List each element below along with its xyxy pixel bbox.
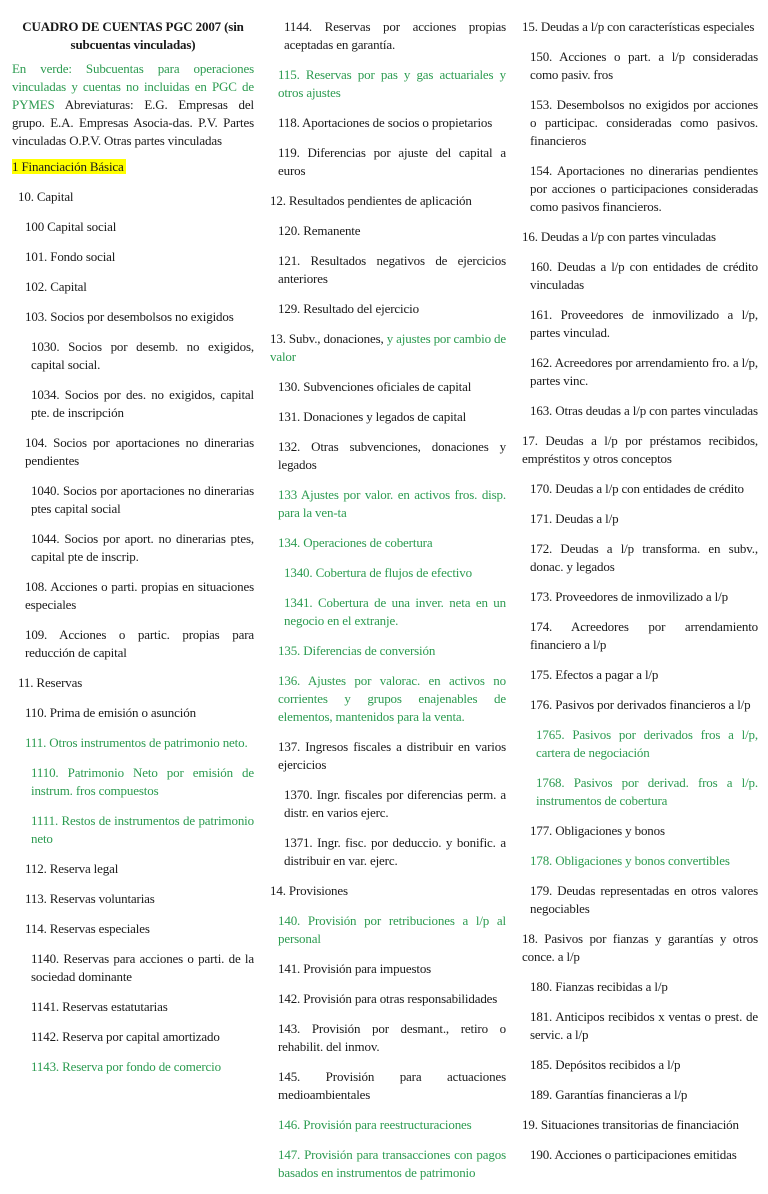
column-3	[522, 18, 758, 1176]
account-line-120-remanente: 120. Remanente	[278, 223, 361, 238]
account-line-1034-socios-por-des-no-exigidos-capital-: 1034. Socios por des. no exigidos, capital pte. de inscripción	[31, 387, 254, 420]
text-segment: y ajustes por cambio de valor	[270, 331, 507, 364]
account-line-134-operaciones-de-cobertura: 134. Operaciones de cobertura	[278, 535, 433, 550]
account-line-en-verde-subcuentas-para-operaciones-vin	[12, 60, 254, 150]
account-line-153-desembolsos-no-exigidos-por-acciones: 153. Desembolsos no exigidos por acciones o participac. consideradas como pasivos. financieros	[530, 97, 758, 148]
account-line-114-reservas-especiales: 114. Reservas especiales	[25, 921, 150, 936]
account-line-143-provision-por-desmant-retiro-o-rehab: 143. Provisión por desmant., retiro o rehabilit. del inmov.	[278, 1021, 506, 1054]
highlighted-heading: 1 Financiación Básica	[12, 159, 124, 174]
account-line-136-ajustes-por-valorac-en-activos-no-co: 136. Ajustes por valorac. en activos no corrientes y grupos enajenables de elementos, mantenidos para la venta.	[278, 673, 506, 724]
account-line-1142-reserva-por-capital-amortizado: 1142. Reserva por capital amortizado	[31, 1029, 220, 1044]
account-line-115-reservas-por-pas-y-gas-actuariales-y: 115. Reservas por pas y gas actuariales y otros ajustes	[278, 67, 506, 100]
account-line-1110-patrimonio-neto-por-emision-de-inst: 1110. Patrimonio Neto por emisión de instrum. fros compuestos	[31, 765, 254, 798]
account-line-163-otras-deudas-a-l-p-con-partes-vincul: 163. Otras deudas a l/p con partes vinculadas	[530, 403, 758, 418]
account-line-189-garantias-financieras-a-l-p: 189. Garantías financieras a l/p	[530, 1087, 688, 1102]
account-line-17-deudas-a-l-p-por-prestamos-recibidos-: 17. Deudas a l/p por préstamos recibidos, empréstitos y otros conceptos	[522, 433, 758, 466]
account-line-112-reserva-legal: 112. Reserva legal	[25, 861, 119, 876]
account-line-19-situaciones-transitorias-de-financiac: 19. Situaciones transitorias de financiación	[522, 1117, 739, 1132]
account-line-130-subvenciones-oficiales-de-capital: 130. Subvenciones oficiales de capital	[278, 379, 472, 394]
account-line-162-acreedores-por-arrendamiento-fro-a-l: 162. Acreedores por arrendamiento fro. a l/p, partes vinc.	[530, 355, 758, 388]
section-heading	[12, 158, 254, 176]
account-line-1044-socios-por-aport-no-dinerarias-ptes: 1044. Socios por aport. no dinerarias ptes, capital pte de inscrip.	[31, 531, 254, 564]
account-line-103-socios-por-desembolsos-no-exigidos: 103. Socios por desembolsos no exigidos	[25, 309, 234, 324]
account-line-119-diferencias-por-ajuste-del-capital-a: 119. Diferencias por ajuste del capital a euros	[278, 145, 506, 178]
account-line-161-proveedores-de-inmovilizado-a-l-p-pa: 161. Proveedores de inmovilizado a l/p, partes vinculad.	[530, 307, 758, 340]
text-segment: En verde: Subcuentas para operaciones vinculadas y cuentas no incluidas en PGC de PYMES	[12, 61, 254, 112]
account-line-172-deudas-a-l-p-transforma-en-subv-dona: 172. Deudas a l/p transforma. en subv., donac. y legados	[530, 541, 758, 574]
account-line-109-acciones-o-partic-propias-para-reduc: 109. Acciones o partic. propias para reducción de capital	[25, 627, 254, 660]
account-line-179-deudas-representadas-en-otros-valore: 179. Deudas representadas en otros valores negociables	[530, 883, 758, 916]
account-line-100-capital-social: 100 Capital social	[25, 219, 117, 234]
account-line-131-donaciones-y-legados-de-capital: 131. Donaciones y legados de capital	[278, 409, 467, 424]
account-line-13-subv-donaciones	[270, 330, 506, 366]
account-line-171-deudas-a-l-p: 171. Deudas a l/p	[530, 511, 619, 526]
account-line-102-capital: 102. Capital	[25, 279, 87, 294]
account-line-110-prima-de-emision-o-asuncion: 110. Prima de emisión o asunción	[25, 705, 196, 720]
account-line-11-reservas: 11. Reservas	[18, 675, 83, 690]
account-line-146-provision-para-reestructuraciones: 146. Provisión para reestructuraciones	[278, 1117, 472, 1132]
account-line-1144-reservas-por-acciones-propias-acept: 1144. Reservas por acciones propias aceptadas en garantía.	[284, 19, 506, 52]
account-line-1140-reservas-para-acciones-o-parti-de-l: 1140. Reservas para acciones o parti. de la sociedad dominante	[31, 951, 254, 984]
account-line-1141-reservas-estatutarias: 1141. Reservas estatutarias	[31, 999, 168, 1014]
column-2	[270, 18, 506, 1194]
account-line-145-provision-para-actuaciones-medioambi: 145. Provisión para actuaciones medioambientales	[278, 1069, 506, 1102]
account-line-1340-cobertura-de-flujos-de-efectivo: 1340. Cobertura de flujos de efectivo	[284, 565, 472, 580]
account-line-1143-reserva-por-fondo-de-comercio: 1143. Reserva por fondo de comercio	[31, 1059, 221, 1074]
account-line-1765-pasivos-por-derivados-fros-a-l-p-ca: 1765. Pasivos por derivados fros a l/p, cartera de negociación	[536, 727, 758, 760]
account-line-18-pasivos-por-fianzas-y-garantias-y-otr: 18. Pasivos por fianzas y garantías y otros conce. a l/p	[522, 931, 758, 964]
account-line-173-proveedores-de-inmovilizado-a-l-p: 173. Proveedores de inmovilizado a l/p	[530, 589, 728, 604]
account-line-142-provision-para-otras-responsabilidad: 142. Provisión para otras responsabilidades	[278, 991, 498, 1006]
account-line-108-acciones-o-parti-propias-en-situacio: 108. Acciones o parti. propias en situaciones especiales	[25, 579, 254, 612]
account-line-129-resultado-del-ejercicio: 129. Resultado del ejercicio	[278, 301, 419, 316]
account-line-121-resultados-negativos-de-ejercicios-a: 121. Resultados negativos de ejercicios anteriores	[278, 253, 506, 286]
account-line-147-provision-para-transacciones-con-pag: 147. Provisión para transacciones con pagos basados en instrumentos de patrimonio	[278, 1147, 506, 1180]
account-line-176-pasivos-por-derivados-financieros-a-: 176. Pasivos por derivados financieros a l/p	[530, 697, 751, 712]
account-line-174-acreedores-por-arrendamiento-financi: 174. Acreedores por arrendamiento financiero a l/p	[530, 619, 758, 652]
account-line-180-fianzas-recibidas-a-l-p: 180. Fianzas recibidas a l/p	[530, 979, 668, 994]
text-segment: Abreviaturas: E.G. Empresas del grupo. E.A. Empresas Asocia-das. P.V. Partes vinculadas O.P.V. Otras partes vinculadas	[12, 97, 254, 148]
account-line-111-otros-instrumentos-de-patrimonio-net: 111. Otros instrumentos de patrimonio neto.	[25, 735, 248, 750]
account-line-137-ingresos-fiscales-a-distribuir-en-va: 137. Ingresos fiscales a distribuir en varios ejercicios	[278, 739, 506, 772]
document-title: CUADRO DE CUENTAS PGC 2007 (sin subcuentas vinculadas)	[22, 19, 244, 52]
account-line-133-ajustes-por-valor-en-activos-fros-di: 133 Ajustes por valor. en activos fros. disp. para la ven-ta	[278, 487, 506, 520]
account-line-140-provision-por-retribuciones-a-l-p-al: 140. Provisión por retribuciones a l/p al personal	[278, 913, 506, 946]
account-line-1030-socios-por-desemb-no-exigidos-capit: 1030. Socios por desemb. no exigidos, capital social.	[31, 339, 254, 372]
account-line-132-otras-subvenciones-donaciones-y-lega: 132. Otras subvenciones, donaciones y legados	[278, 439, 506, 472]
account-line-15-deudas-a-l-p-con-caracteristicas-espe: 15. Deudas a l/p con características especiales	[522, 19, 755, 34]
account-line-154-aportaciones-no-dinerarias-pendiente: 154. Aportaciones no dinerarias pendientes por acciones o participaciones consideradas como pasivos financieros.	[530, 163, 758, 214]
account-line-118-aportaciones-de-socios-o-propietario: 118. Aportaciones de socios o propietarios	[278, 115, 493, 130]
account-line-16-deudas-a-l-p-con-partes-vinculadas: 16. Deudas a l/p con partes vinculadas	[522, 229, 716, 244]
account-line-177-obligaciones-y-bonos: 177. Obligaciones y bonos	[530, 823, 665, 838]
account-line-150-acciones-o-part-a-l-p-consideradas-c: 150. Acciones o part. a l/p consideradas como pasiv. fros	[530, 49, 758, 82]
account-line-190-acciones-o-participaciones-emitidas: 190. Acciones o participaciones emitidas	[530, 1147, 737, 1162]
account-line-113-reservas-voluntarias: 113. Reservas voluntarias	[25, 891, 155, 906]
account-line-1371-ingr-fisc-por-deduccio-y-bonific-a-: 1371. Ingr. fisc. por deduccio. y bonific. a distribuir en var. ejerc.	[284, 835, 506, 868]
account-line-135-diferencias-de-conversion: 135. Diferencias de conversión	[278, 643, 436, 658]
account-line-141-provision-para-impuestos: 141. Provisión para impuestos	[278, 961, 432, 976]
account-line-12-resultados-pendientes-de-aplicacion: 12. Resultados pendientes de aplicación	[270, 193, 472, 208]
account-line-170-deudas-a-l-p-con-entidades-de-credit: 170. Deudas a l/p con entidades de crédito	[530, 481, 744, 496]
account-line-1111-restos-de-instrumentos-de-patrimoni: 1111. Restos de instrumentos de patrimonio neto	[31, 813, 254, 846]
account-line-104-socios-por-aportaciones-no-dineraria: 104. Socios por aportaciones no dinerarias pendientes	[25, 435, 254, 468]
account-line-1768-pasivos-por-derivad-fros-a-l-p-inst: 1768. Pasivos por derivad. fros a l/p. instrumentos de cobertura	[536, 775, 758, 808]
text-segment: 13. Subv., donaciones,	[270, 331, 387, 346]
account-line-14-provisiones: 14. Provisiones	[270, 883, 348, 898]
account-line-1040-socios-por-aportaciones-no-dinerari: 1040. Socios por aportaciones no dinerarias ptes capital social	[31, 483, 254, 516]
account-line-175-efectos-a-pagar-a-l-p: 175. Efectos a pagar a l/p	[530, 667, 659, 682]
account-line-1341-cobertura-de-una-inver-neta-en-un-n: 1341. Cobertura de una inver. neta en un negocio en el extranje.	[284, 595, 506, 628]
account-line-181-anticipos-recibidos-x-ventas-o-prest: 181. Anticipos recibidos x ventas o prest. de servic. a l/p	[530, 1009, 758, 1042]
account-line-101-fondo-social: 101. Fondo social	[25, 249, 116, 264]
column-1	[12, 18, 254, 1088]
account-line-185-depositos-recibidos-a-l-p: 185. Depósitos recibidos a l/p	[530, 1057, 681, 1072]
account-line-1370-ingr-fiscales-por-diferencias-perm-: 1370. Ingr. fiscales por diferencias perm. a distr. en varios ejerc.	[284, 787, 506, 820]
account-line-160-deudas-a-l-p-con-entidades-de-credit: 160. Deudas a l/p con entidades de crédito vinculadas	[530, 259, 758, 292]
account-line-178-obligaciones-y-bonos-convertibles: 178. Obligaciones y bonos convertibles	[530, 853, 730, 868]
account-line-10-capital: 10. Capital	[18, 189, 74, 204]
